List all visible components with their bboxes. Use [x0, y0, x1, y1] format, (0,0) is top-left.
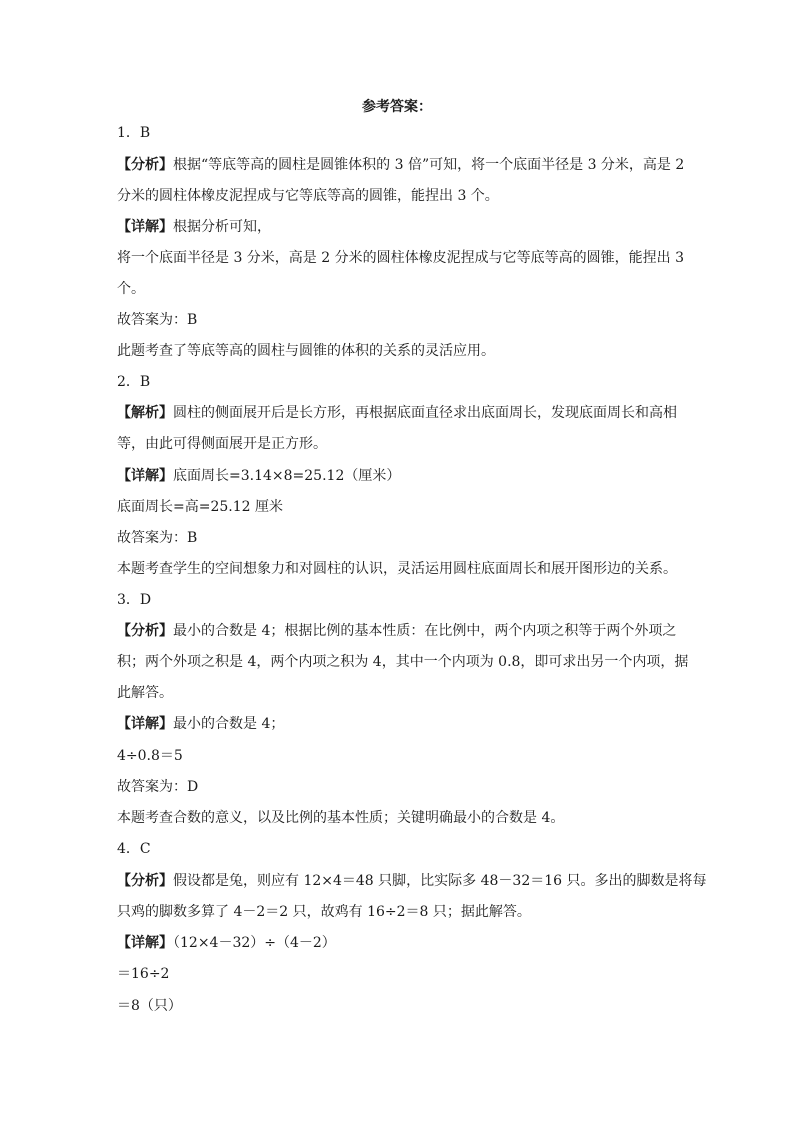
q2-detail-line-1	[117, 466, 697, 486]
q3-analysis-line-3: 此解答。	[117, 685, 173, 701]
q4-detail-line-1	[117, 933, 697, 953]
q2-number: 2．B	[117, 374, 151, 390]
detail-tag: 【详解】	[117, 468, 173, 484]
q4-detail-line-3: ＝8（只）	[117, 998, 182, 1014]
q1-answer: 故答案为：B	[117, 312, 198, 328]
q2-summary: 本题考查学生的空间想象力和对圆柱的认识，灵活运用圆柱底面周长和展开图形边的关系。	[117, 561, 677, 577]
q1-detail-line-2: 将一个底面半径是 3 分米，高是 2 分米的圆柱体橡皮泥捏成与它等底等高的圆锥，能捏出 3	[117, 250, 684, 266]
q3-number: 3．D	[117, 592, 152, 608]
q1-detail-line-3: 个。	[117, 281, 145, 297]
detail-text: （12×4－32）÷（4－2）	[173, 935, 336, 951]
detail-tag: 【详解】	[117, 716, 173, 732]
detail-text: 底面周长=3.14×8=25.12（厘米）	[173, 468, 401, 484]
q4-number: 4．C	[117, 841, 151, 857]
q3-summary: 本题考查合数的意义，以及比例的基本性质；关键明确最小的合数是 4。	[117, 810, 565, 826]
q2-analysis-line-2: 等，由此可得侧面展开是正方形。	[117, 436, 327, 452]
q2-analysis-line-1	[117, 403, 697, 423]
q1-number: 1．B	[117, 125, 151, 141]
q1-detail-line-1	[117, 217, 697, 237]
q1-analysis-line-1	[117, 155, 697, 175]
detail-tag: 【详解】	[117, 935, 173, 951]
q3-detail-line-2: 4÷0.8＝5	[117, 748, 183, 764]
q3-analysis-line-2: 积；两个外项之积是 4，两个内项之积为 4，其中一个内项为 0.8，即可求出另一个内项，据	[117, 654, 689, 670]
analysis-text: 圆柱的侧面展开后是长方形，再根据底面直径求出底面周长，发现底面周长和高相	[173, 405, 677, 421]
q4-analysis-line-1	[117, 871, 707, 891]
q3-answer: 故答案为：D	[117, 779, 199, 795]
detail-text: 最小的合数是 4；	[173, 716, 285, 732]
q1-analysis-line-2: 分米的圆柱体橡皮泥捏成与它等底等高的圆锥，能捏出 3 个。	[117, 188, 499, 204]
q3-analysis-line-1	[117, 621, 697, 641]
analysis-text: 最小的合数是 4；根据比例的基本性质：在比例中，两个内项之积等于两个外项之	[173, 623, 677, 639]
q1-summary: 此题考查了等底等高的圆柱与圆锥的体积的关系的灵活应用。	[117, 343, 495, 359]
analysis-tag: 【分析】	[117, 873, 173, 889]
detail-tag: 【详解】	[117, 219, 173, 235]
page-title: 参考答案：	[362, 99, 432, 115]
analysis-tag: 【解析】	[117, 405, 173, 421]
q3-detail-line-1	[117, 714, 697, 734]
analysis-tag: 【分析】	[117, 157, 173, 173]
q2-answer: 故答案为：B	[117, 530, 198, 546]
q4-detail-line-2: ＝16÷2	[117, 966, 170, 982]
analysis-text: 根据“等底等高的圆柱是圆锥体积的 3 倍”可知，将一个底面半径是 3 分米，高是 2	[173, 157, 685, 173]
q2-detail-line-2: 底面周长=高=25.12 厘米	[117, 499, 283, 515]
detail-text: 根据分析可知，	[173, 219, 271, 235]
analysis-tag: 【分析】	[117, 623, 173, 639]
q4-analysis-line-2: 只鸡的脚数多算了 4－2＝2 只，故鸡有 16÷2＝8 只；据此解答。	[117, 904, 531, 920]
analysis-text: 假设都是兔，则应有 12×4＝48 只脚，比实际多 48－32＝16 只。多出的脚数是将每	[173, 873, 707, 889]
